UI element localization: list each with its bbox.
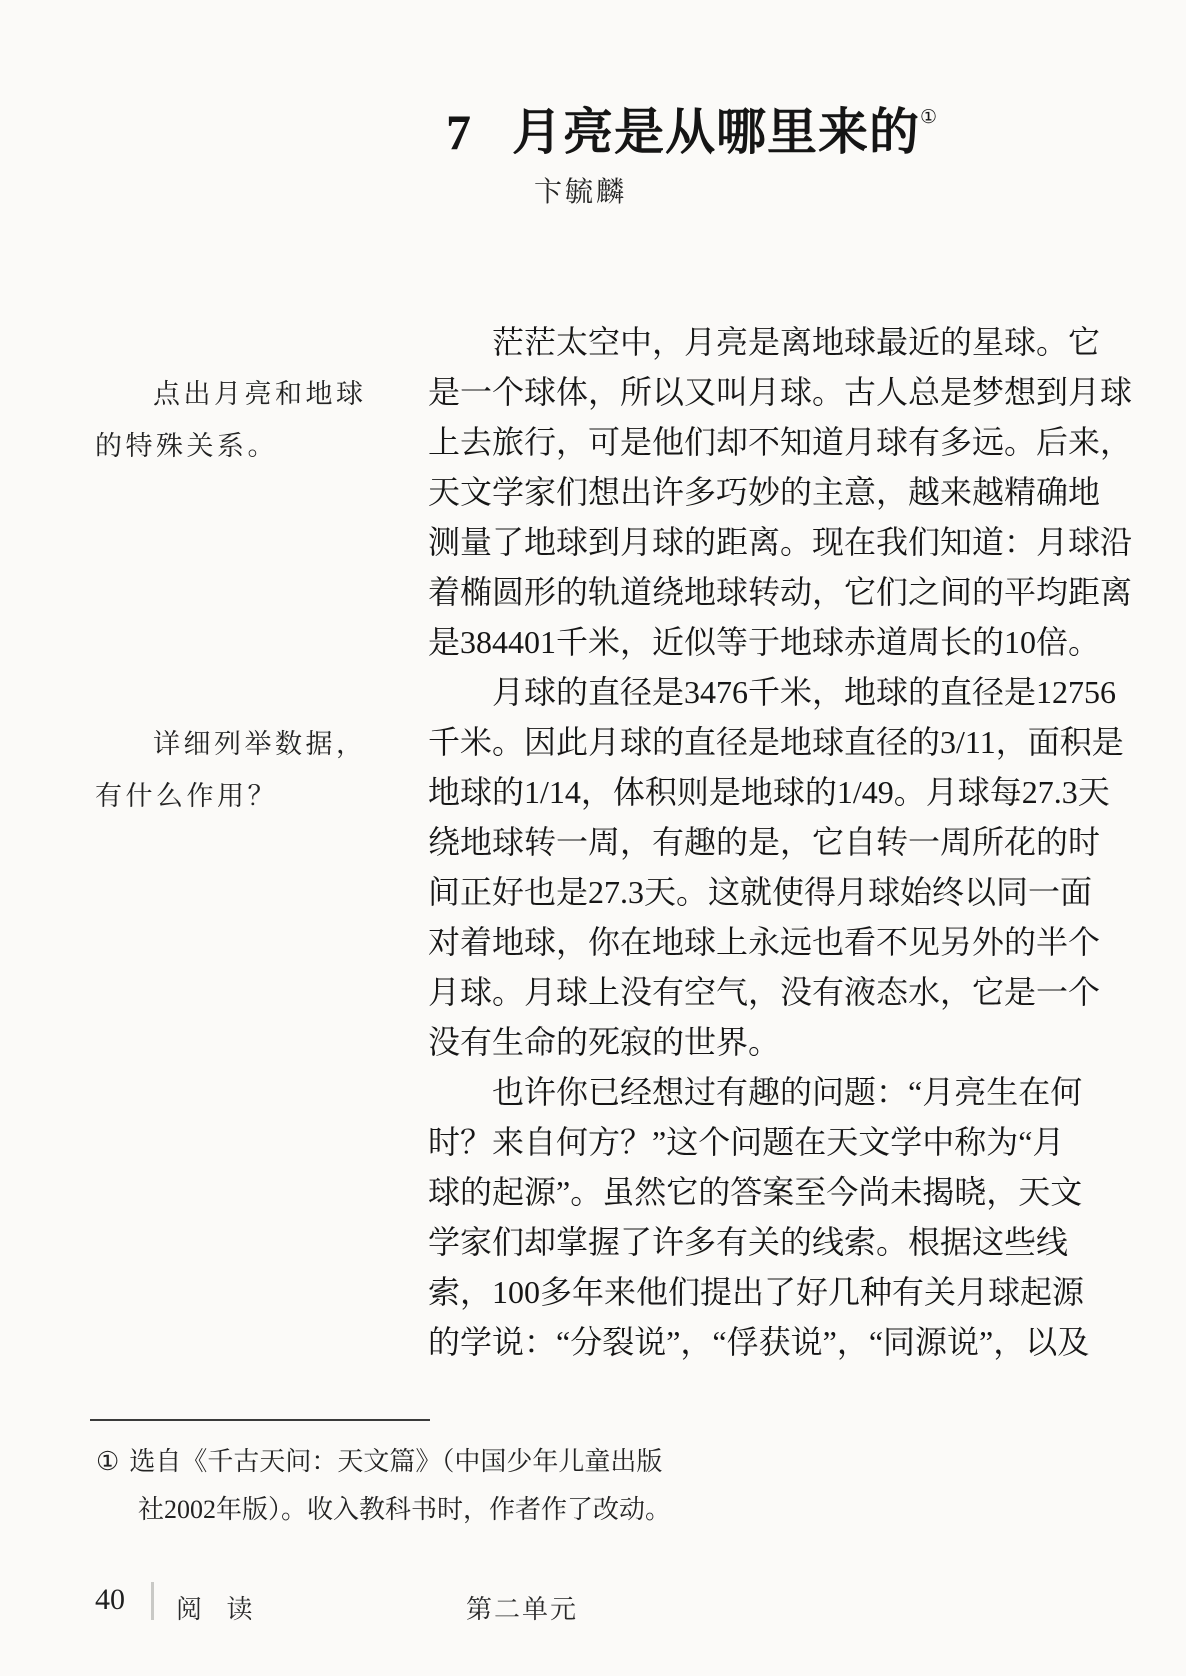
- paragraph-line: 时？来自何方？”这个问题在天文学中称为“月: [428, 1124, 1065, 1160]
- paragraph-line: 球的起源”。虽然它的答案至今尚未揭晓，天文: [428, 1174, 1083, 1210]
- footer-divider: [151, 1582, 154, 1620]
- paragraph-line: 学家们却掌握了许多有关的线索。根据这些线: [428, 1224, 1069, 1260]
- paragraph-line: 茫茫太空中，月亮是离地球最近的星球。它: [492, 324, 1101, 360]
- footnote-line: 社2002年版）。收入教科书时，作者作了改动。: [138, 1495, 672, 1524]
- footnote-text: 选自《千古天问：天文篇》（中国少年儿童出版: [129, 1447, 663, 1476]
- paragraph-line: 绕地球转一周，有趣的是，它自转一周所花的时: [428, 824, 1101, 860]
- footer-section-label: 阅 读: [176, 1595, 262, 1624]
- paragraph-line: 地球的1/14，体积则是地球的1/49。月球每27.3天: [428, 774, 1110, 810]
- paragraph-line: 索，100多年来他们提出了好几种有关月球起源: [428, 1274, 1085, 1310]
- paragraph-line: 也许你已经想过有趣的问题：“月亮生在何: [492, 1074, 1083, 1110]
- paragraph-line: 是384401千米，近似等于地球赤道周长的10倍。: [428, 624, 1101, 660]
- footnote-divider: [90, 1419, 430, 1421]
- article-body: [428, 317, 1133, 1367]
- footer-unit-label: 第二单元: [466, 1595, 579, 1624]
- paragraph-line: 着椭圆形的轨道绕地球转动，它们之间的平均距离: [428, 574, 1133, 610]
- margin-note-line: 点出月亮和地球: [153, 379, 367, 409]
- margin-note-2: [95, 718, 395, 822]
- paragraph-line: 月球。月球上没有空气，没有液态水，它是一个: [428, 974, 1101, 1010]
- paragraph-line: 对着地球，你在地球上永远也看不见另外的半个: [428, 924, 1101, 960]
- margin-note-1: [95, 368, 395, 472]
- footnote-line: [96, 1438, 676, 1486]
- author-name: 卞毓麟: [534, 177, 628, 208]
- footnote: [96, 1438, 676, 1534]
- margin-note-line: 有什么作用？: [95, 781, 278, 811]
- margin-note-line: 详细列举数据，: [153, 729, 367, 759]
- margin-note-line: 的特殊关系。: [95, 431, 278, 461]
- lesson-title-text: 月亮是从哪里来的: [512, 103, 920, 160]
- paragraph-line: 间正好也是27.3天。这就使得月球始终以同一面: [428, 874, 1093, 910]
- page-title: [446, 92, 937, 164]
- paragraph-line: 上去旅行，可是他们却不知道月球有多远。后来，: [428, 424, 1133, 460]
- paragraph-line: 的学说：“分裂说”，“俘获说”，“同源说”，以及: [428, 1324, 1090, 1360]
- title-footnote-mark: ①: [920, 106, 938, 128]
- paragraph-line: 千米。因此月球的直径是地球直径的3/11，面积是: [428, 724, 1124, 760]
- paragraph-line: 月球的直径是3476千米，地球的直径是12756: [492, 674, 1117, 710]
- paragraph-line: 是一个球体，所以又叫月球。古人总是梦想到月球: [428, 374, 1133, 410]
- page-number: 40: [95, 1583, 125, 1616]
- paragraph-line: 测量了地球到月球的距离。现在我们知道：月球沿: [428, 524, 1133, 560]
- footnote-marker: ①: [96, 1447, 120, 1476]
- lesson-number: 7: [446, 103, 472, 160]
- paragraph-line: 天文学家们想出许多巧妙的主意，越来越精确地: [428, 474, 1101, 510]
- paragraph-line: 没有生命的死寂的世界。: [428, 1024, 781, 1060]
